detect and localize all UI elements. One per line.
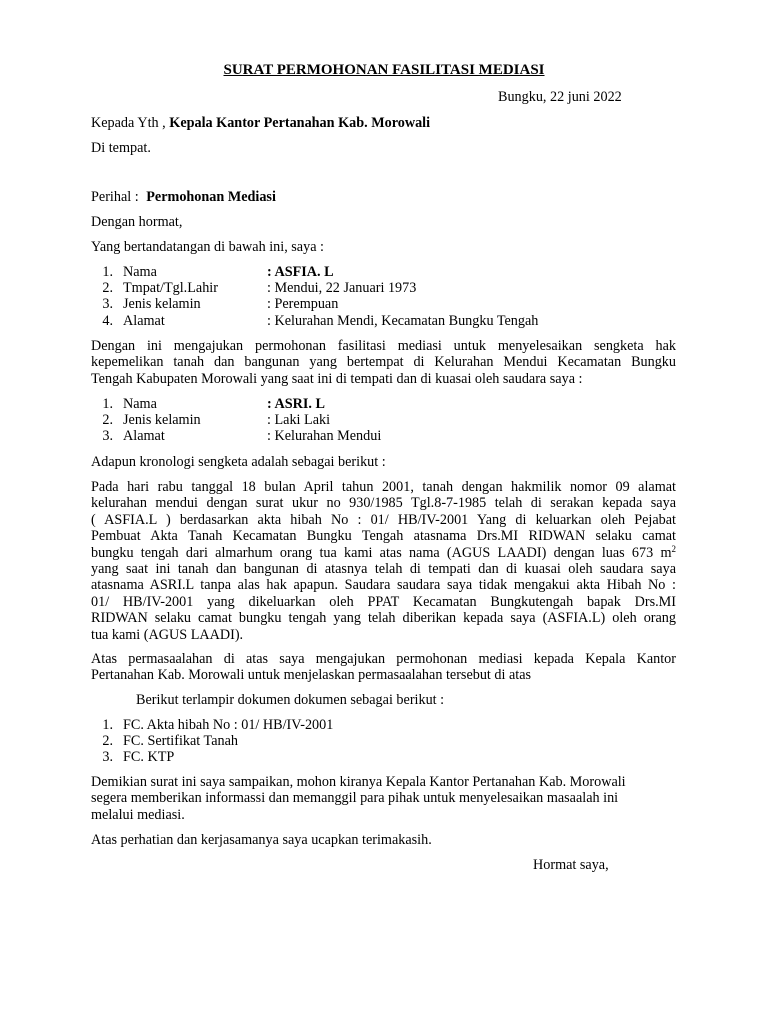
list-item: 4. Alamat : Kelurahan Mendi, Kecamatan Bungku Tengah (102, 312, 539, 329)
greeting: Dengan hormat, (91, 214, 183, 230)
recipient-line (91, 115, 430, 131)
subject-label: Perihal : (91, 189, 139, 205)
recipient-prefix: Kepada Yth , (91, 115, 166, 131)
intro-line: Yang bertandatangan di bawah ini, saya : (91, 239, 324, 255)
letter-title: SURAT PERMOHONAN FASILITASI MEDIASI (223, 62, 545, 78)
thanks-line: Atas perhatian dan kerjasamanya saya ucapkan terimakasih. (91, 832, 432, 848)
signoff: Hormat saya, (533, 857, 609, 873)
closing-paragraph: Demikian surat ini saya sampaikan, mohon kiranya Kepala Kantor Pertanahan Kab. Morowali segera memberikan informassi dan memanggil para pihak untuk menyelesaikan masaalah ini melalui mediasi. (91, 774, 626, 823)
attachments-list (91, 717, 333, 766)
list-item: 3. FC. KTP (102, 749, 175, 766)
list-item: 1. Nama : ASRI. L (102, 396, 325, 412)
attachments-intro: Berikut terlampir dokumen dokumen sebagai berikut : (136, 692, 445, 708)
recipient-name: Kepala Kantor Pertanahan Kab. Morowali (169, 115, 431, 131)
list-item: 1. FC. Akta hibah No : 01/ HB/IV-2001 (102, 717, 334, 733)
list-item: 2. Tmpat/Tgl.Lahir : Mendui, 22 Januari 1973 (102, 280, 417, 297)
list-item: 3. Jenis kelamin : Perempuan (102, 296, 339, 313)
chronology-intro: Adapun kronologi sengketa adalah sebagai berikut : (91, 454, 386, 470)
area-superscript: 2 (671, 543, 676, 554)
letter-date: Bungku, 22 juni 2022 (498, 89, 622, 105)
chronology-paragraph: Pada hari rabu tanggal 18 bulan April tahun 2001, tanah dengan hakmilik nomor 09 alamat kelurahan mendui dengan surat ukur no 930/1985 Tgl.8-7-1985 telah di serakan kepada saya ( ASFIA.L ) berdasarkan akta hibah No : 01/ HB/IV-2001 Yang di keluarkan oleh Pejabat Pembuat Akta Tanah Kecamatan Bungku Tengah atasnama Drs.MI RIDWAN selaku camat bungku tengah dari almarhum orang tua kami atas nama (AGUS LAADI) dengan luas 673 $m^2$ yang saat ini tanah dan bangunan di atasnya telah di tempati dan di kuasai oleh saudara saya atasnama ASRI.L tanpa alas hak apapun. Saudara saudara saya tidak mengakui akta Hibah No : 01/ HB/IV-2001 yang dikeluarkan oleh PPAT Kecamatan Bungkutengah bapak Drs.MI RIDWAN selaku camat bungku tengah yang telah diberikan kepada saya (ASFIA.L) oleh orang tua kami (AGUS LAADI). (91, 479, 676, 643)
list-item: 3. Alamat : Kelurahan Mendui (102, 428, 382, 445)
place-line: Di tempat. (91, 140, 151, 156)
list-item: 1. Nama : ASFIA. L (102, 264, 334, 280)
applicant-list (91, 264, 538, 329)
request-paragraph: Dengan ini mengajukan permohonan fasilitasi mediasi untuk menyelesaikan sengketa hak kepemelikan tanah dan bangunan yang bertempat di Kelurahan Mendui Kecamatan Bungku Tengah Kabupaten Morowali yang saat ini di tempati dan di kuasai oleh saudara saya : (91, 338, 676, 387)
subject-value: Permohonan Mediasi (146, 189, 276, 205)
subject-line (91, 189, 276, 205)
list-item: 2. Jenis kelamin : Laki Laki (102, 412, 331, 429)
mediation-paragraph: Atas permasaalahan di atas saya mengajukan permohonan mediasi kepada Kepala Kantor Pertanahan Kab. Morowali untuk menjelaskan permasaalahan tersebut di atas (91, 651, 676, 684)
respondent-list (91, 396, 381, 445)
list-item: 2. FC. Sertifikat Tanah (102, 733, 238, 750)
chronology-area-line: bungku tengah dari almarhum orang tua kami atas nama (AGUS LAADI) dengan luas 673 $m^2$ (91, 543, 676, 561)
